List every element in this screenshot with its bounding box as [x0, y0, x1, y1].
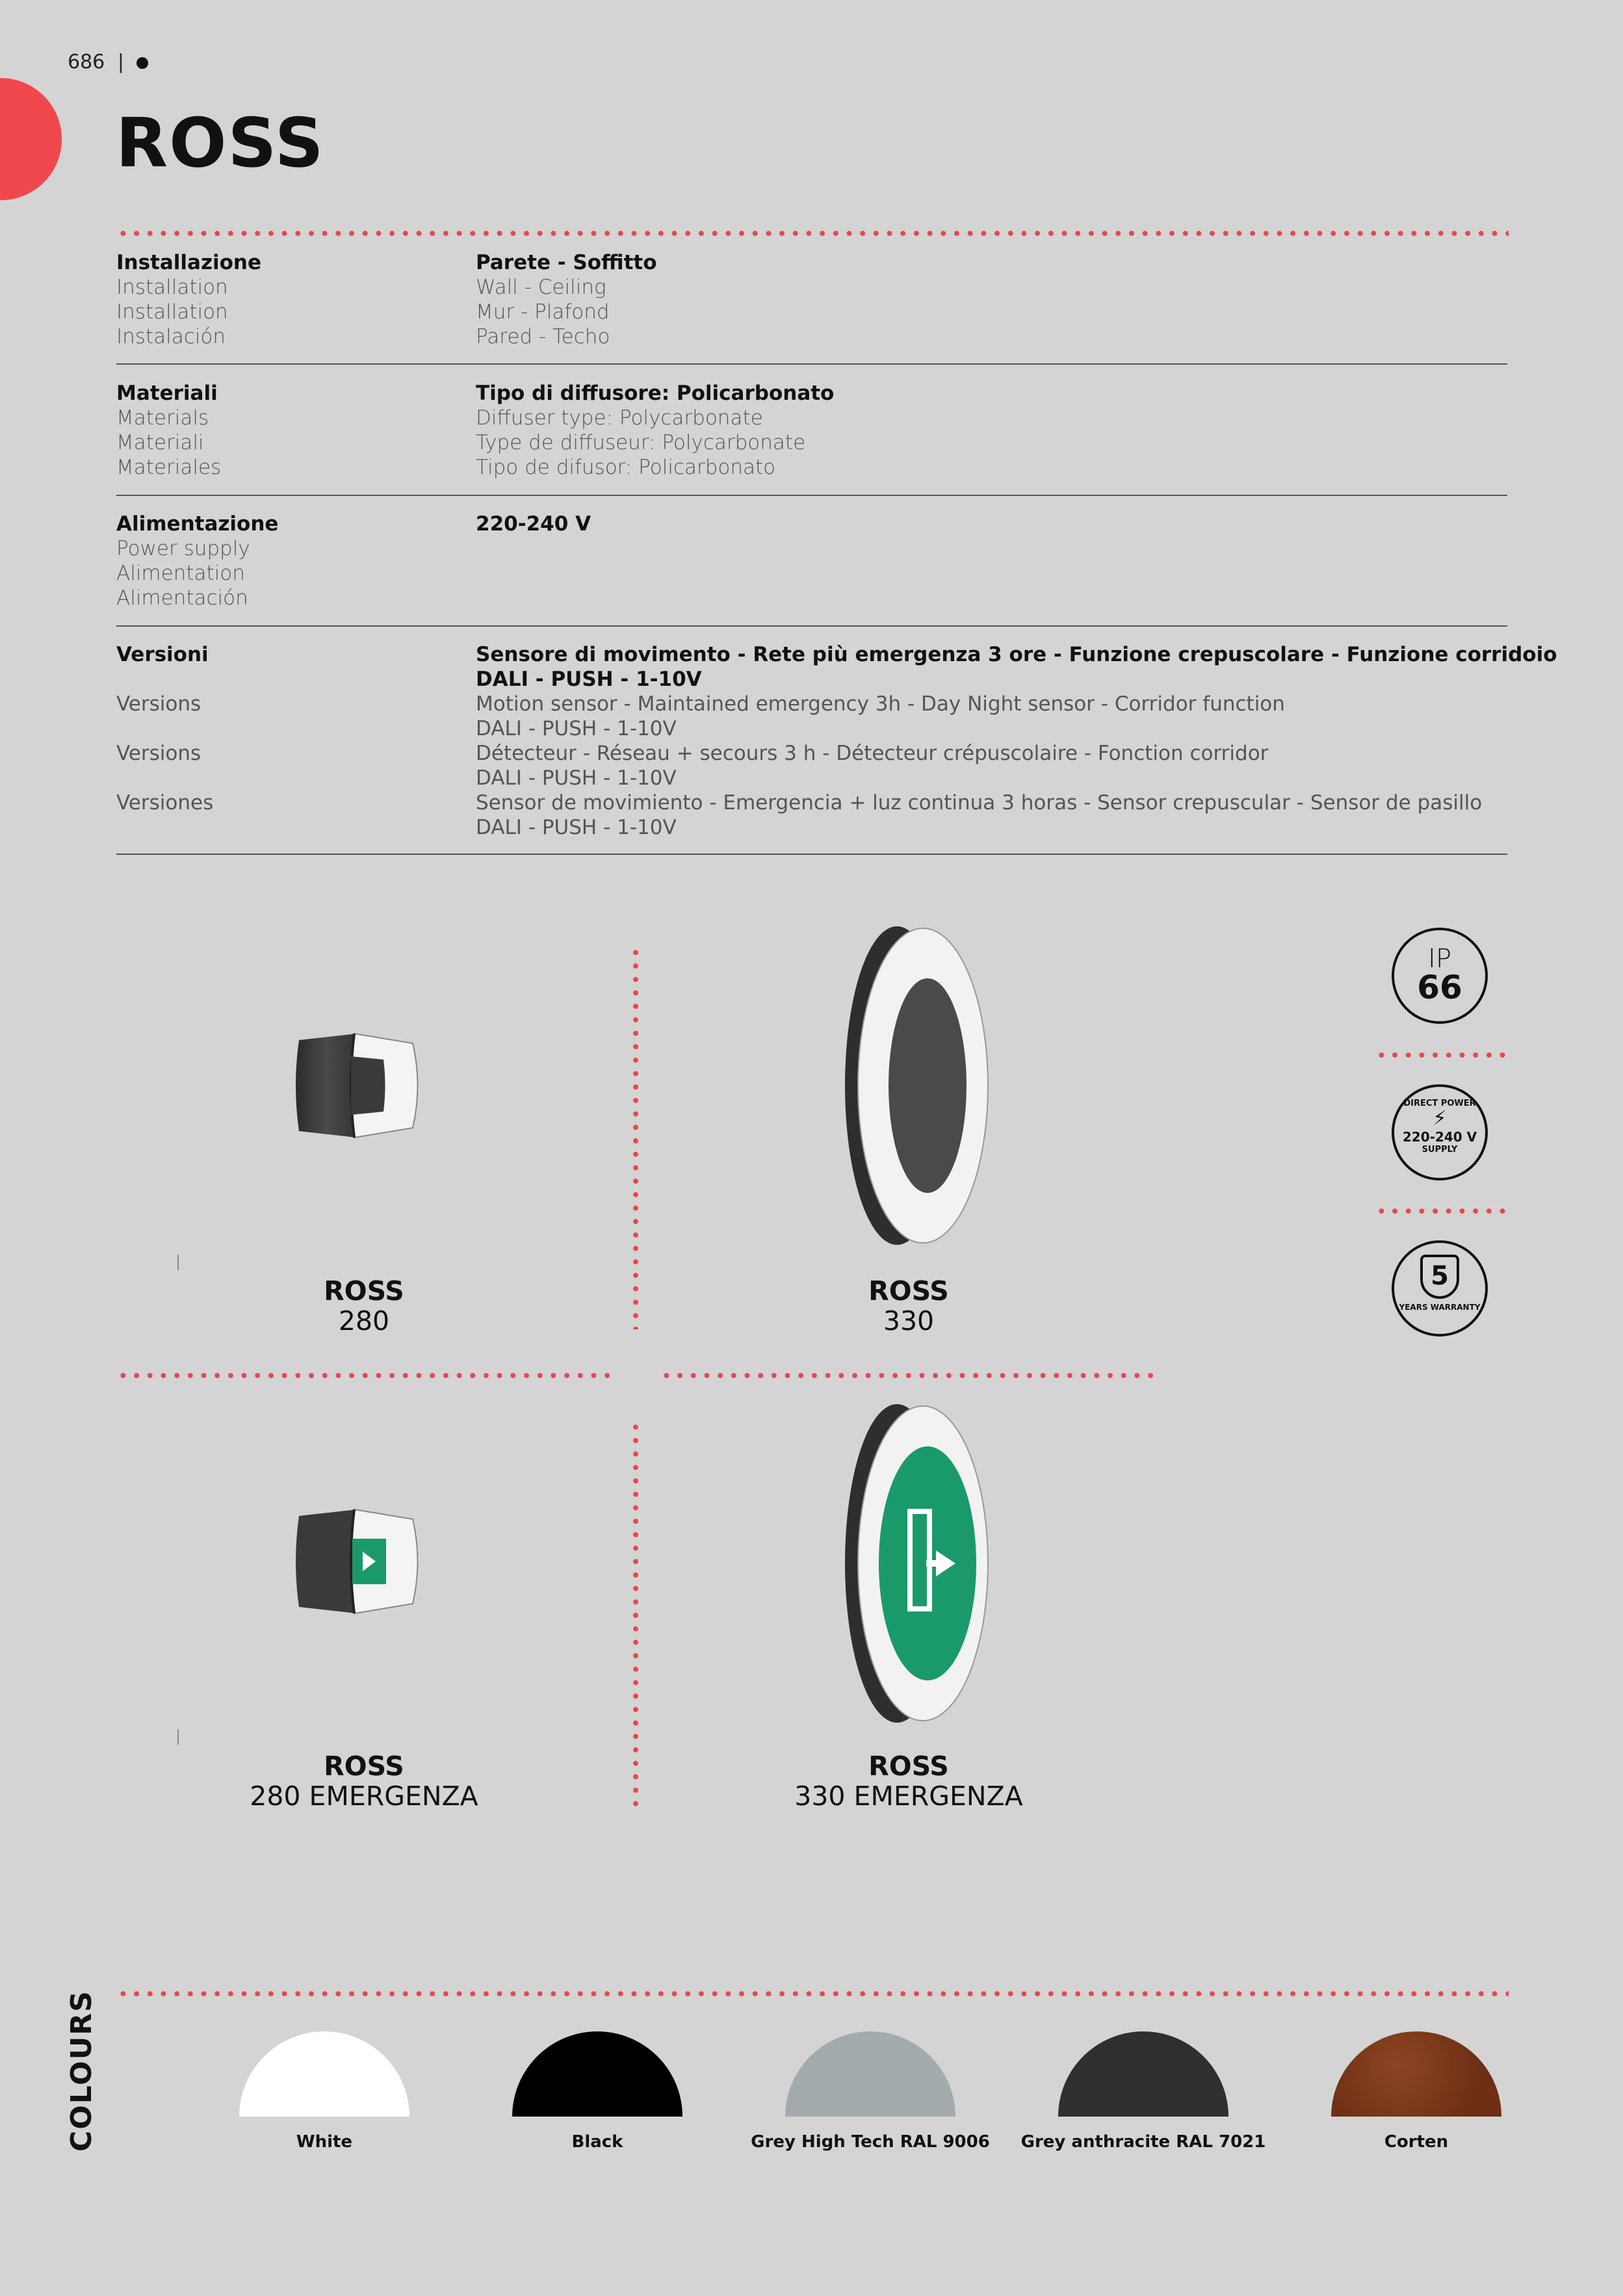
product-image-ross-280-emergenza — [286, 1490, 429, 1633]
product-label-ross-280: ROSS 280 — [324, 1275, 404, 1337]
spec-divider — [116, 854, 1507, 855]
colours-heading: COLOURS — [65, 1990, 98, 2152]
grid-vertical-dots — [633, 946, 638, 1329]
swatch-black — [512, 2031, 682, 2117]
swatch-label-grey-high-tech: Grey High Tech RAL 9006 — [751, 2132, 990, 2152]
product-image-ross-330 — [829, 923, 998, 1248]
bullet-icon — [136, 57, 148, 69]
shield-icon: 5 — [1420, 1255, 1459, 1299]
badge-divider-dots — [1375, 1208, 1506, 1214]
swatch-label-white: White — [296, 2132, 353, 2152]
swatch-grey-anthracite — [1058, 2031, 1228, 2117]
product-label-ross-330-emergenza: ROSS 330 EMERGENZA — [794, 1751, 1023, 1812]
image-mark — [177, 1729, 179, 1745]
grid-horizontal-dots — [116, 1373, 612, 1378]
page-title: ROSS — [116, 103, 325, 183]
spec-divider — [116, 363, 1507, 365]
direct-power-badge: DIRECT POWER ⚡ 220-240 V SUPPLY — [1392, 1084, 1488, 1181]
lightning-icon: ⚡ — [1433, 1107, 1447, 1130]
ip66-badge: IP 66 — [1392, 928, 1488, 1024]
product-label-ross-330: ROSS 330 — [868, 1275, 949, 1337]
grid-vertical-dots — [633, 1420, 638, 1807]
colours-dotted-rule — [116, 1991, 1509, 1996]
product-label-ross-280-emergenza: ROSS 280 EMERGENZA — [250, 1751, 478, 1812]
image-mark — [177, 1255, 179, 1270]
product-image-ross-330-emergenza — [829, 1401, 998, 1726]
swatch-white — [239, 2031, 409, 2117]
spec-divider — [116, 495, 1507, 496]
grid-horizontal-dots — [660, 1373, 1160, 1378]
swatch-label-black: Black — [571, 2132, 623, 2152]
top-dotted-rule — [116, 231, 1509, 236]
header-accent-circle — [0, 78, 62, 200]
swatch-grey-high-tech — [785, 2031, 955, 2117]
page-number: 686 | — [68, 51, 148, 73]
spec-versions: Versioni Sensore di movimento - Rete più emergenza 3 ore - Funzione crepuscolare - Funzione corridoio DALI - PUSH - 1-10V Versions Motion sensor - Maintained emergency 3h - Day Night sensor - Corridor function DALI - PUSH - 1-10V Versions Détecteur - Réseau + secours 3 h - Détecteur crépuscolaire - Fonction corridor DALI - PUSH - 1-10V Versiones Sensor de movimiento - Emergencia + luz continua 3 horas - Sensor crepuscular - Sensor de pasillo DALI - PUSH - 1-10V — [116, 643, 1557, 839]
warranty-badge: 5 YEARS WARRANTY — [1392, 1240, 1488, 1337]
swatch-label-grey-anthracite: Grey anthracite RAL 7021 — [1020, 2132, 1266, 2152]
badge-divider-dots — [1375, 1052, 1506, 1058]
swatch-label-corten: Corten — [1384, 2132, 1449, 2152]
spec-divider — [116, 625, 1507, 627]
swatch-corten — [1331, 2031, 1501, 2117]
product-image-ross-280 — [286, 1014, 429, 1157]
